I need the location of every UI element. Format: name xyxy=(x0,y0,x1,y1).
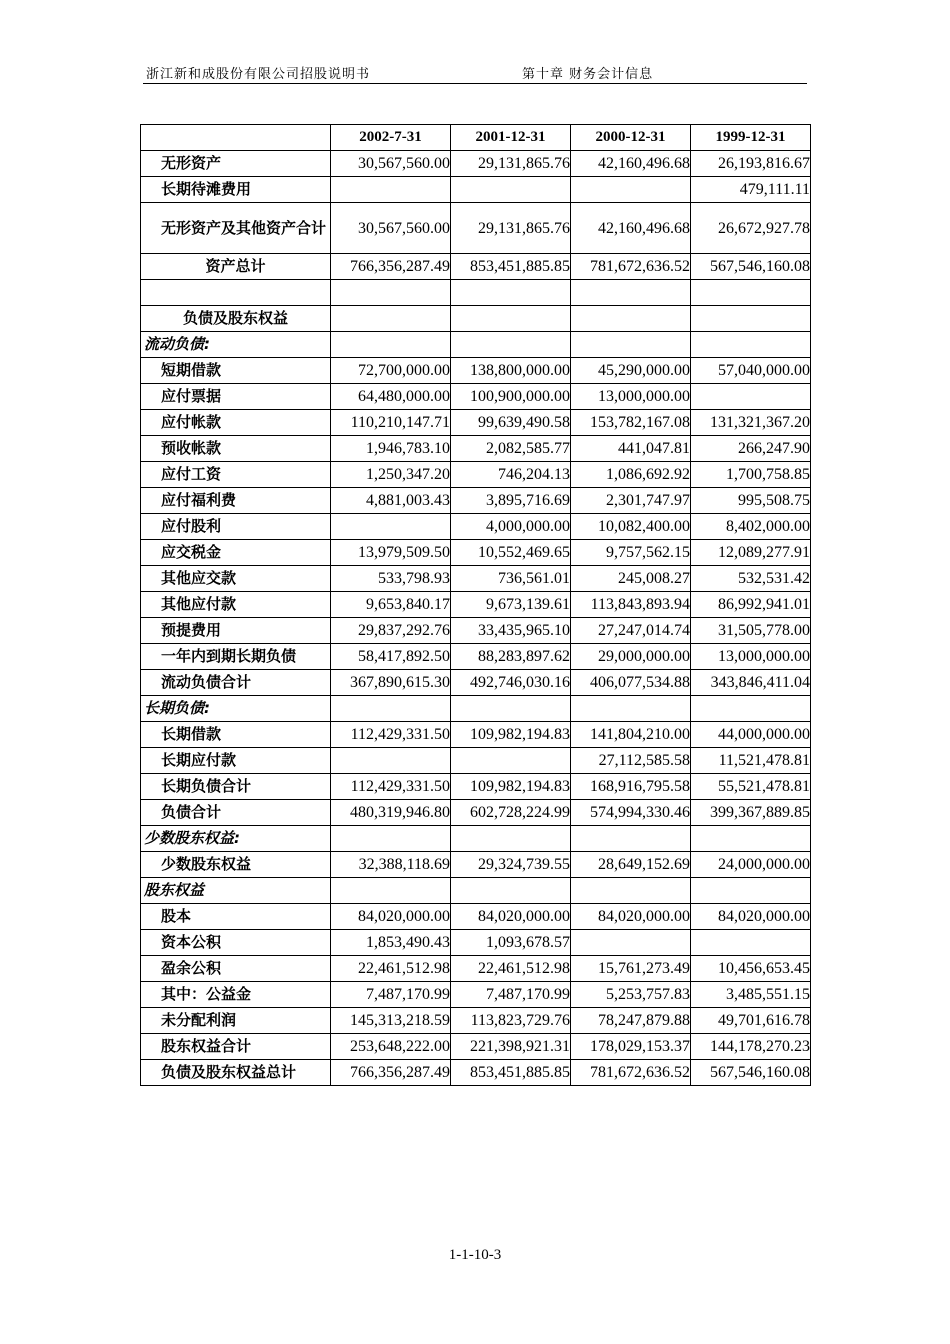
value-cell xyxy=(331,878,451,904)
value-cell: 32,388,118.69 xyxy=(331,852,451,878)
value-cell: 99,639,490.58 xyxy=(451,410,571,436)
value-cell: 574,994,330.46 xyxy=(571,800,691,826)
value-cell: 5,253,757.83 xyxy=(571,982,691,1008)
value-cell xyxy=(691,306,811,332)
value-cell: 221,398,921.31 xyxy=(451,1034,571,1060)
value-cell: 781,672,636.52 xyxy=(571,1060,691,1086)
table-row xyxy=(141,177,811,203)
value-cell: 113,823,729.76 xyxy=(451,1008,571,1034)
balance-sheet-table xyxy=(140,124,811,1086)
value-cell: 367,890,615.30 xyxy=(331,670,451,696)
value-cell: 479,111.11 xyxy=(691,177,811,203)
table-row xyxy=(141,1060,811,1086)
table-row xyxy=(141,774,811,800)
value-cell: 84,020,000.00 xyxy=(691,904,811,930)
value-cell: 1,086,692.92 xyxy=(571,462,691,488)
value-cell: 11,521,478.81 xyxy=(691,748,811,774)
value-cell: 84,020,000.00 xyxy=(571,904,691,930)
value-cell: 492,746,030.16 xyxy=(451,670,571,696)
row-label: 盈余公积 xyxy=(141,956,331,982)
table-row xyxy=(141,566,811,592)
value-cell: 110,210,147.71 xyxy=(331,410,451,436)
value-cell xyxy=(691,826,811,852)
table-row xyxy=(141,592,811,618)
value-cell: 88,283,897.62 xyxy=(451,644,571,670)
row-label: 负债及股东权益 xyxy=(141,306,331,332)
value-cell: 109,982,194.83 xyxy=(451,722,571,748)
value-cell: 27,112,585.58 xyxy=(571,748,691,774)
value-cell: 42,160,496.68 xyxy=(571,203,691,254)
value-cell: 109,982,194.83 xyxy=(451,774,571,800)
row-label: 长期应付款 xyxy=(141,748,331,774)
row-label: 应付帐款 xyxy=(141,410,331,436)
value-cell xyxy=(331,514,451,540)
table-row xyxy=(141,904,811,930)
section-label: 少数股东权益: xyxy=(141,826,331,852)
value-cell: 9,673,139.61 xyxy=(451,592,571,618)
value-cell: 3,895,716.69 xyxy=(451,488,571,514)
value-cell xyxy=(451,748,571,774)
value-cell: 84,020,000.00 xyxy=(331,904,451,930)
value-cell: 746,204.13 xyxy=(451,462,571,488)
value-cell: 29,324,739.55 xyxy=(451,852,571,878)
value-cell xyxy=(331,332,451,358)
row-label: 负债合计 xyxy=(141,800,331,826)
table-row xyxy=(141,384,811,410)
row-label: 应付福利费 xyxy=(141,488,331,514)
value-cell xyxy=(571,332,691,358)
row-label: 股东权益合计 xyxy=(141,1034,331,1060)
value-cell: 2,301,747.97 xyxy=(571,488,691,514)
value-cell: 29,131,865.76 xyxy=(451,203,571,254)
column-header: 2002-7-31 xyxy=(331,125,451,151)
table-row xyxy=(141,800,811,826)
value-cell: 30,567,560.00 xyxy=(331,203,451,254)
value-cell: 44,000,000.00 xyxy=(691,722,811,748)
table-row xyxy=(141,514,811,540)
value-cell: 7,487,170.99 xyxy=(451,982,571,1008)
value-cell: 178,029,153.37 xyxy=(571,1034,691,1060)
value-cell: 112,429,331.50 xyxy=(331,774,451,800)
value-cell xyxy=(451,177,571,203)
section-label: 股东权益 xyxy=(141,878,331,904)
value-cell: 112,429,331.50 xyxy=(331,722,451,748)
row-label: 长期借款 xyxy=(141,722,331,748)
value-cell: 141,804,210.00 xyxy=(571,722,691,748)
value-cell xyxy=(691,878,811,904)
table-row xyxy=(141,930,811,956)
value-cell: 22,461,512.98 xyxy=(451,956,571,982)
table-row xyxy=(141,696,811,722)
table-row xyxy=(141,644,811,670)
value-cell xyxy=(691,280,811,306)
value-cell xyxy=(691,332,811,358)
row-label: 少数股东权益 xyxy=(141,852,331,878)
value-cell xyxy=(571,696,691,722)
row-label: 预收帐款 xyxy=(141,436,331,462)
row-label: 未分配利润 xyxy=(141,1008,331,1034)
value-cell: 266,247.90 xyxy=(691,436,811,462)
section-label: 长期负债: xyxy=(141,696,331,722)
row-label: 短期借款 xyxy=(141,358,331,384)
value-cell xyxy=(451,332,571,358)
table-row xyxy=(141,306,811,332)
section-label: 流动负债: xyxy=(141,332,331,358)
row-label: 股本 xyxy=(141,904,331,930)
value-cell: 138,800,000.00 xyxy=(451,358,571,384)
value-cell xyxy=(571,280,691,306)
value-cell: 399,367,889.85 xyxy=(691,800,811,826)
value-cell xyxy=(451,280,571,306)
value-cell: 30,567,560.00 xyxy=(331,151,451,177)
row-label: 长期待滩费用 xyxy=(141,177,331,203)
header-rule xyxy=(143,83,807,84)
value-cell: 4,000,000.00 xyxy=(451,514,571,540)
value-cell: 480,319,946.80 xyxy=(331,800,451,826)
page-number: 1-1-10-3 xyxy=(448,1247,502,1263)
value-cell: 84,020,000.00 xyxy=(451,904,571,930)
value-cell: 2,082,585.77 xyxy=(451,436,571,462)
value-cell: 113,843,893.94 xyxy=(571,592,691,618)
value-cell xyxy=(691,930,811,956)
row-label: 无形资产及其他资产合计 xyxy=(141,203,331,254)
value-cell: 45,290,000.00 xyxy=(571,358,691,384)
value-cell xyxy=(451,696,571,722)
value-cell xyxy=(331,696,451,722)
row-label: 负债及股东权益总计 xyxy=(141,1060,331,1086)
row-label: 其他应付款 xyxy=(141,592,331,618)
value-cell: 8,402,000.00 xyxy=(691,514,811,540)
value-cell: 28,649,152.69 xyxy=(571,852,691,878)
value-cell: 13,000,000.00 xyxy=(691,644,811,670)
value-cell: 13,979,509.50 xyxy=(331,540,451,566)
value-cell: 1,700,758.85 xyxy=(691,462,811,488)
value-cell: 131,321,367.20 xyxy=(691,410,811,436)
row-label: 流动负债合计 xyxy=(141,670,331,696)
value-cell: 13,000,000.00 xyxy=(571,384,691,410)
row-label: 应付工资 xyxy=(141,462,331,488)
value-cell: 9,757,562.15 xyxy=(571,540,691,566)
table-row xyxy=(141,722,811,748)
value-cell: 4,881,003.43 xyxy=(331,488,451,514)
value-cell: 441,047.81 xyxy=(571,436,691,462)
value-cell xyxy=(331,280,451,306)
value-cell: 567,546,160.08 xyxy=(691,1060,811,1086)
value-cell: 145,313,218.59 xyxy=(331,1008,451,1034)
value-cell: 533,798.93 xyxy=(331,566,451,592)
value-cell: 153,782,167.08 xyxy=(571,410,691,436)
value-cell: 1,250,347.20 xyxy=(331,462,451,488)
row-label: 应交税金 xyxy=(141,540,331,566)
value-cell: 26,672,927.78 xyxy=(691,203,811,254)
column-header: 2001-12-31 xyxy=(451,125,571,151)
value-cell xyxy=(571,177,691,203)
document-title: 浙江新和成股份有限公司招股说明书 xyxy=(146,67,371,82)
value-cell: 253,648,222.00 xyxy=(331,1034,451,1060)
value-cell: 144,178,270.23 xyxy=(691,1034,811,1060)
table-row xyxy=(141,410,811,436)
value-cell: 57,040,000.00 xyxy=(691,358,811,384)
value-cell: 100,900,000.00 xyxy=(451,384,571,410)
value-cell: 406,077,534.88 xyxy=(571,670,691,696)
row-label: 一年内到期长期负债 xyxy=(141,644,331,670)
value-cell: 24,000,000.00 xyxy=(691,852,811,878)
value-cell xyxy=(691,696,811,722)
column-header: 2000-12-31 xyxy=(571,125,691,151)
column-header xyxy=(141,125,331,151)
value-cell: 766,356,287.49 xyxy=(331,1060,451,1086)
value-cell: 532,531.42 xyxy=(691,566,811,592)
chapter-title: 第十章 财务会计信息 xyxy=(522,67,654,82)
value-cell: 33,435,965.10 xyxy=(451,618,571,644)
table-row xyxy=(141,852,811,878)
value-cell xyxy=(571,306,691,332)
row-label xyxy=(141,280,331,306)
value-cell: 10,082,400.00 xyxy=(571,514,691,540)
table-row xyxy=(141,203,811,254)
value-cell: 168,916,795.58 xyxy=(571,774,691,800)
table-row xyxy=(141,1034,811,1060)
table-row xyxy=(141,488,811,514)
value-cell xyxy=(571,878,691,904)
value-cell: 1,853,490.43 xyxy=(331,930,451,956)
row-label: 无形资产 xyxy=(141,151,331,177)
value-cell: 781,672,636.52 xyxy=(571,254,691,280)
value-cell: 736,561.01 xyxy=(451,566,571,592)
value-cell: 49,701,616.78 xyxy=(691,1008,811,1034)
value-cell: 31,505,778.00 xyxy=(691,618,811,644)
value-cell xyxy=(571,826,691,852)
value-cell: 1,946,783.10 xyxy=(331,436,451,462)
table-row xyxy=(141,982,811,1008)
value-cell: 1,093,678.57 xyxy=(451,930,571,956)
value-cell xyxy=(331,177,451,203)
value-cell: 853,451,885.85 xyxy=(451,254,571,280)
value-cell: 72,700,000.00 xyxy=(331,358,451,384)
table-row xyxy=(141,462,811,488)
value-cell: 343,846,411.04 xyxy=(691,670,811,696)
table-header-row xyxy=(141,125,811,151)
table-row xyxy=(141,358,811,384)
column-header: 1999-12-31 xyxy=(691,125,811,151)
value-cell: 853,451,885.85 xyxy=(451,1060,571,1086)
value-cell: 7,487,170.99 xyxy=(331,982,451,1008)
value-cell xyxy=(451,878,571,904)
row-label: 应付股利 xyxy=(141,514,331,540)
value-cell: 86,992,941.01 xyxy=(691,592,811,618)
table-row xyxy=(141,618,811,644)
table-row xyxy=(141,540,811,566)
table-row xyxy=(141,332,811,358)
value-cell: 10,456,653.45 xyxy=(691,956,811,982)
table-row xyxy=(141,956,811,982)
table-row xyxy=(141,254,811,280)
row-label: 长期负债合计 xyxy=(141,774,331,800)
value-cell: 10,552,469.65 xyxy=(451,540,571,566)
value-cell: 29,000,000.00 xyxy=(571,644,691,670)
value-cell: 78,247,879.88 xyxy=(571,1008,691,1034)
table-body xyxy=(141,151,811,1086)
value-cell: 42,160,496.68 xyxy=(571,151,691,177)
row-label: 其中：公益金 xyxy=(141,982,331,1008)
table-row xyxy=(141,670,811,696)
row-label: 应付票据 xyxy=(141,384,331,410)
value-cell: 602,728,224.99 xyxy=(451,800,571,826)
table-row xyxy=(141,151,811,177)
table-row xyxy=(141,280,811,306)
value-cell xyxy=(451,306,571,332)
value-cell: 766,356,287.49 xyxy=(331,254,451,280)
value-cell xyxy=(331,748,451,774)
row-label: 资本公积 xyxy=(141,930,331,956)
value-cell: 55,521,478.81 xyxy=(691,774,811,800)
row-label: 预提费用 xyxy=(141,618,331,644)
table-row xyxy=(141,748,811,774)
value-cell: 3,485,551.15 xyxy=(691,982,811,1008)
table-row xyxy=(141,878,811,904)
value-cell xyxy=(691,384,811,410)
value-cell: 58,417,892.50 xyxy=(331,644,451,670)
table-row xyxy=(141,436,811,462)
value-cell: 26,193,816.67 xyxy=(691,151,811,177)
value-cell xyxy=(451,826,571,852)
value-cell: 27,247,014.74 xyxy=(571,618,691,644)
value-cell: 64,480,000.00 xyxy=(331,384,451,410)
value-cell: 9,653,840.17 xyxy=(331,592,451,618)
value-cell: 15,761,273.49 xyxy=(571,956,691,982)
row-label: 其他应交款 xyxy=(141,566,331,592)
value-cell: 29,837,292.76 xyxy=(331,618,451,644)
value-cell: 12,089,277.91 xyxy=(691,540,811,566)
value-cell xyxy=(331,826,451,852)
value-cell: 245,008.27 xyxy=(571,566,691,592)
value-cell: 995,508.75 xyxy=(691,488,811,514)
table-row xyxy=(141,1008,811,1034)
table-row xyxy=(141,826,811,852)
row-label: 资产总计 xyxy=(141,254,331,280)
value-cell xyxy=(331,306,451,332)
value-cell xyxy=(571,930,691,956)
value-cell: 22,461,512.98 xyxy=(331,956,451,982)
value-cell: 29,131,865.76 xyxy=(451,151,571,177)
value-cell: 567,546,160.08 xyxy=(691,254,811,280)
